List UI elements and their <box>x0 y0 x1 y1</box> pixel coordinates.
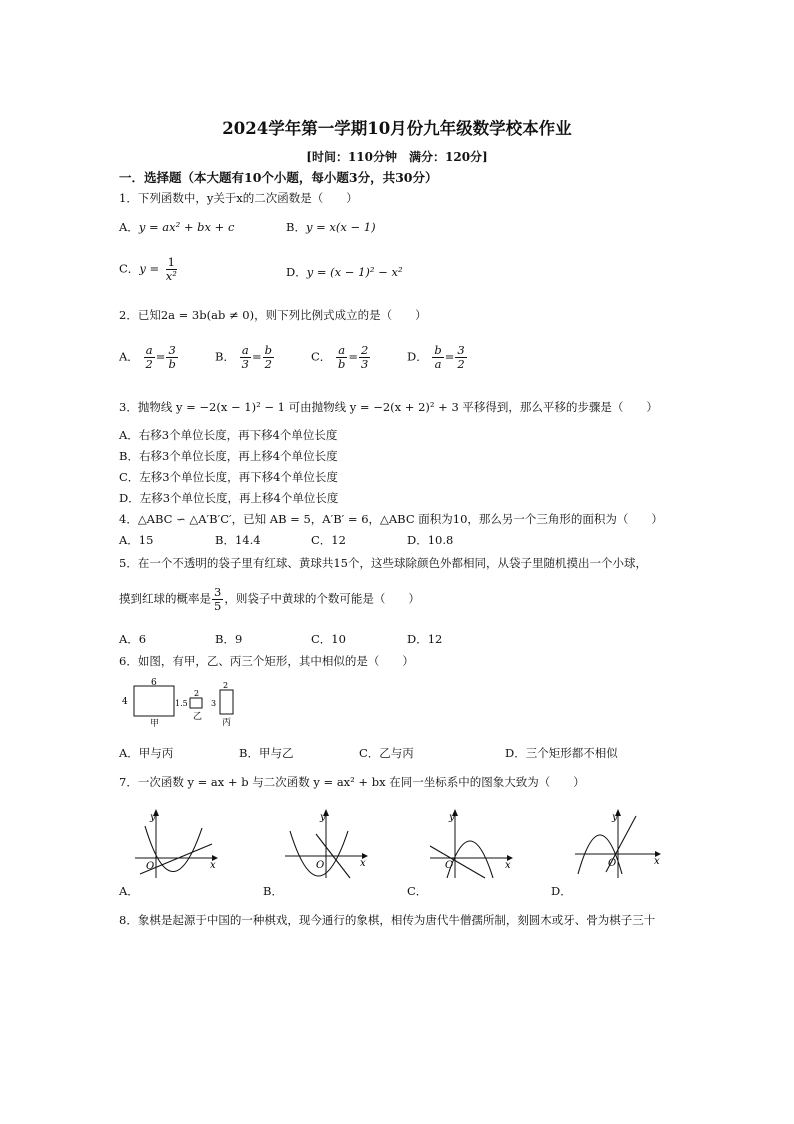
svg-text:O: O <box>316 860 325 871</box>
q5-stem-line1: 5．在一个不透明的袋子里有红球、黄球共15个，这些球除颜色外都相同，从袋子里随机摸出一个小球， <box>119 556 647 570</box>
rect-bing-name: 丙 <box>222 718 232 728</box>
q4-option-d: D．10.8 <box>407 533 454 547</box>
q6-stem: 6．如图，有甲，乙、丙三个矩形，其中相似的是（ ） <box>119 654 414 668</box>
q5-option-d: D．12 <box>407 632 443 646</box>
svg-text:x: x <box>360 858 366 869</box>
q7-graph-c <box>425 806 520 884</box>
q4-stem: 4．△ABC ∽ △A′B′C′，已知 AB = 5，A′B′ = 6，△ABC 面积为10，那么另一个三角形的面积为（ ） <box>119 512 663 526</box>
svg-text:y: y <box>612 812 618 823</box>
rect-bing-width: 2 <box>223 681 229 690</box>
section-heading: 一．选择题（本大题有10个小题，每小题3分，共30分） <box>119 170 438 185</box>
svg-text:O: O <box>608 858 617 869</box>
q7-stem: 7．一次函数 y = ax + b 与二次函数 y = ax² + bx 在同一坐标系中的图象大致为（ ） <box>119 775 585 789</box>
page-title: 2024学年第一学期10月份九年级数学校本作业 <box>222 119 572 138</box>
q7-graph-a <box>130 806 225 884</box>
svg-text:x: x <box>505 860 511 871</box>
rect-jia-height: 4 <box>122 697 128 707</box>
q7-option-b: B． <box>263 884 283 898</box>
q7-option-a: A． <box>119 884 139 898</box>
q6-option-a: A．甲与丙 <box>119 746 174 760</box>
q7-option-d: D． <box>551 884 572 898</box>
q6-rectangles-figure <box>118 678 258 730</box>
q1-option-a: A．y = ax² + bx + c <box>119 220 235 234</box>
svg-text:O: O <box>146 861 155 872</box>
q4-option-b: B．14.4 <box>215 533 261 547</box>
rect-yi-name: 乙 <box>193 712 203 722</box>
q2-option-d: D． $\frac{b}{a}$ = $\frac{3}{2}$ <box>407 343 465 372</box>
q7-graph-b <box>280 806 375 884</box>
q1-option-d: D．y = (x − 1)² − x² <box>286 265 403 279</box>
q2-option-b: B． $\frac{a}{3}$ = $\frac{b}{2}$ <box>215 343 272 372</box>
q3-option-b: B．右移3个单位长度，再上移4个单位长度 <box>119 449 338 463</box>
q1-stem: 1．下列函数中，y关于x的二次函数是（ ） <box>119 191 358 205</box>
svg-text:y: y <box>449 812 455 823</box>
q5-option-c: C．10 <box>311 632 346 646</box>
svg-text:y: y <box>150 812 156 823</box>
rect-jia-width: 6 <box>151 678 157 688</box>
q3-option-a: A．右移3个单位长度，再下移4个单位长度 <box>119 428 338 442</box>
q4-option-c: C．12 <box>311 533 346 547</box>
q7-graph-d <box>570 806 670 884</box>
q8-stem: 8．象棋是起源于中国的一种棋戏，现今通行的象棋，相传为唐代牛僧孺所制，刻圆木或牙、骨为棋子三十 <box>119 913 656 927</box>
svg-text:x: x <box>654 856 660 867</box>
q7-option-c: C． <box>407 884 428 898</box>
q2-stem: 2．已知2a = 3b(ab ≠ 0)，则下列比例式成立的是（ ） <box>119 308 427 322</box>
q6-option-d: D．三个矩形都不相似 <box>505 746 618 760</box>
svg-text:y: y <box>320 812 326 823</box>
q3-stem: 3．抛物线 y = −2(x − 1)² − 1 可由抛物线 y = −2(x + 2)² + 3 平移得到，那么平移的步骤是（ ） <box>119 400 658 414</box>
svg-text:x: x <box>210 860 216 871</box>
q5-option-b: B．9 <box>215 632 243 646</box>
rect-yi-height: 1.5 <box>175 699 188 708</box>
page-subtitle: [时间：110分钟 满分：120分] <box>306 150 488 164</box>
q5-stem-line2: 摸到红球的概率是 $\frac{3}{5}$ ，则袋子中黄球的个数可能是（ ） <box>119 585 420 614</box>
q3-option-d: D．左移3个单位长度，再上移4个单位长度 <box>119 491 339 505</box>
q6-option-b: B．甲与乙 <box>239 746 294 760</box>
q6-option-c: C．乙与丙 <box>359 746 414 760</box>
q3-option-c: C．左移3个单位长度，再下移4个单位长度 <box>119 470 338 484</box>
q1-option-c: C．y = $\frac{1}{\text{x²}}$ <box>119 255 177 284</box>
rect-yi-width: 2 <box>194 689 200 698</box>
q1-option-b: B．y = x(x − 1) <box>286 220 376 234</box>
rect-jia-name: 甲 <box>150 719 160 729</box>
q4-option-a: A．15 <box>119 533 154 547</box>
q2-option-a: A． $\frac{a}{2}$ = $\frac{3}{b}$ <box>119 343 176 372</box>
rect-bing-height: 3 <box>211 699 217 708</box>
svg-text:O: O <box>445 860 454 871</box>
q2-option-c: C． $\frac{a}{b}$ = $\frac{2}{3}$ <box>311 343 369 372</box>
q5-option-a: A．6 <box>119 632 147 646</box>
